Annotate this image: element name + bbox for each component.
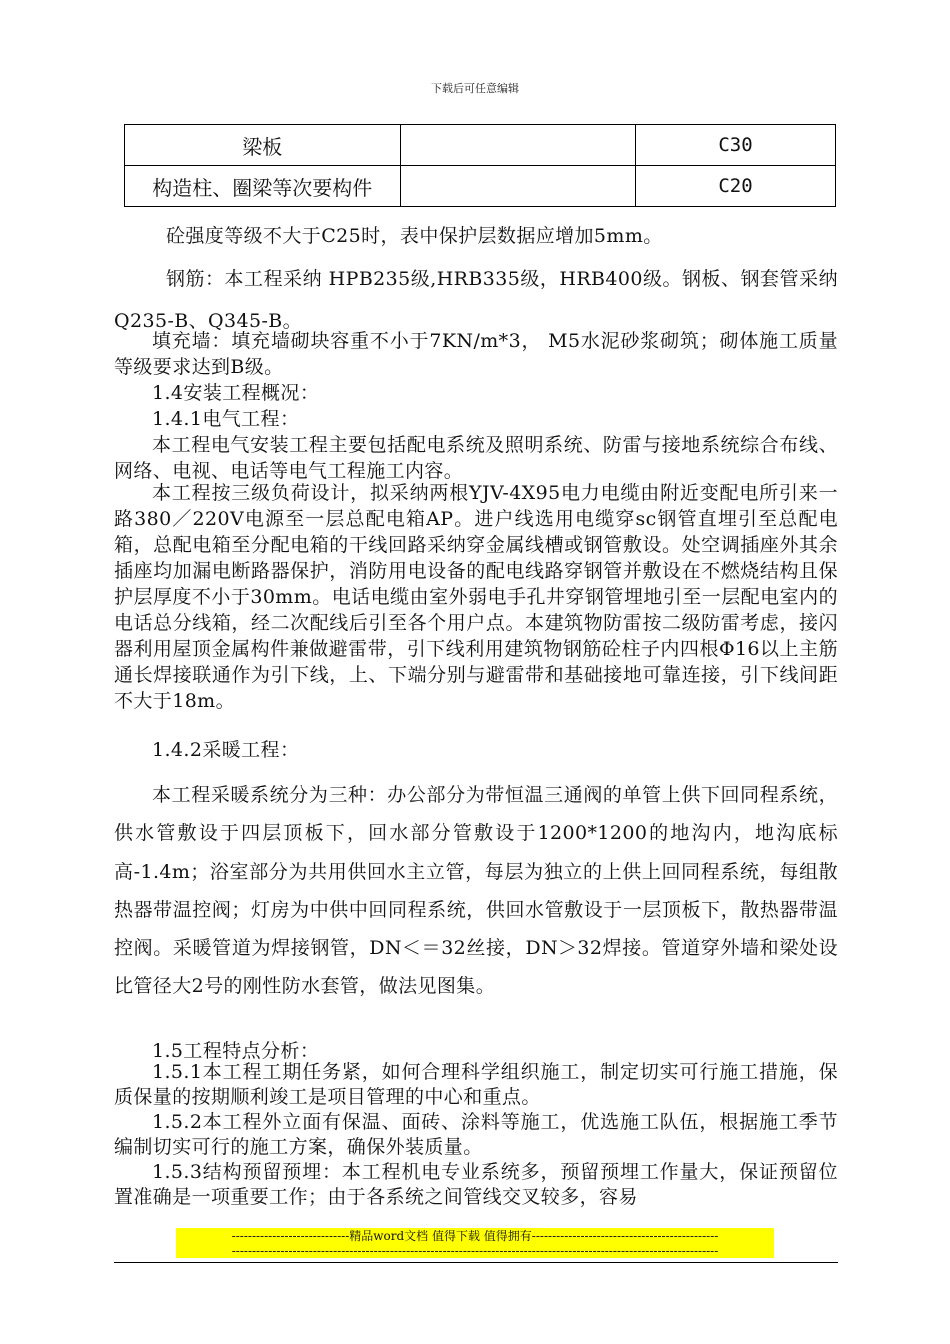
- cover-thickness-table: [124, 124, 836, 207]
- paragraph-1-5-1: 1.5.1本工程工期任务紧，如何合理科学组织施工，制定切实可行施工措施，保质保量的按期顺利竣工是项目管理的中心和重点。: [114, 1061, 838, 1108]
- section-heading-1-4-1: 1.4.1电气工程：: [152, 408, 300, 430]
- paragraph-electrical-scope: 本工程电气安装工程主要包括配电系统及照明系统、防雷与接地系统综合布线、网络、电视、电话等电气工程施工内容。: [114, 434, 838, 482]
- table-cell-grade: C20: [636, 166, 836, 207]
- paragraph-infill-wall: 填充墙：填充墙砌块容重不小于7KN/m*3， M5水泥砂浆砌筑；砌体施工质量等级要求达到B级。: [114, 330, 838, 378]
- section-heading-1-4: 1.4安装工程概况：: [152, 382, 320, 404]
- paragraph-concrete-note: 砼强度等级不大于C25时，表中保护层数据应增加5mm。: [166, 225, 663, 247]
- table-cell-empty: [400, 166, 636, 207]
- paragraph-rebar: 钢筋：本工程采纳 HPB235级,HRB335级，HRB400级。钢板、钢套管采纳Q235-B、Q345-B。: [114, 268, 838, 332]
- paragraph-1-5-2: 1.5.2本工程外立面有保温、面砖、涂料等施工，优选施工队伍，根据施工季节编制切实可行的施工方案，确保外装质量。: [114, 1111, 838, 1158]
- page-header: 下载后可任意编辑: [431, 82, 519, 95]
- table-row: [125, 166, 836, 207]
- section-heading-1-4-2: 1.4.2采暖工程：: [152, 739, 300, 761]
- table-cell-grade: C30: [636, 125, 836, 166]
- footer-watermark-line: -----------------------------精品word文档 值得下载 值得拥有----------------------------------------------: [231, 1229, 719, 1243]
- paragraph-1-5-3: 1.5.3结构预留预埋：本工程机电专业系统多，预留预埋工作量大，保证预留位置准确是一项重要工作；由于各系统之间管线交叉较多，容易: [114, 1161, 838, 1208]
- table-cell-component: 构造柱、圈梁等次要构件: [125, 166, 401, 207]
- table-row: [125, 125, 836, 166]
- section-heading-1-5: 1.5工程特点分析：: [152, 1040, 320, 1062]
- paragraph-electrical-detail: 本工程按三级负荷设计，拟采纳两根YJV-4X95电力电缆由附近变配电所引来一路380／220V电源至一层总配电箱AP。进户线选用电缆穿sc钢管直埋引至总配电箱，总配电箱至分配电箱的干线回路采纳穿金属线槽或钢管敷设。处空调插座外其余插座均加漏电断路器保护，消防用电设备的配电线路穿钢管并敷设在不燃烧结构且保护层厚度不小于30mm。电话电缆由室外弱电手孔井穿钢管埋地引至一层配电室内的电话总分线箱，经二次配线后引至各个用户点。本建筑物防雷按二级防雷考虑，接闪器利用屋顶金属构件兼做避雷带，引下线利用建筑物钢筋砼柱子内四根Φ16以上主筋通长焊接联通作为引下线，上、下端分别与避雷带和基础接地可靠连接，引下线间距不大于18m。: [114, 482, 838, 712]
- table-cell-component: 梁板: [125, 125, 401, 166]
- footer-dash-line: ------------------------------------------------------------------------------------------------------------------------: [231, 1244, 719, 1258]
- footer-divider: [114, 1262, 838, 1263]
- table-cell-empty: [400, 125, 636, 166]
- paragraph-heating-detail: 本工程采暖系统分为三种：办公部分为带恒温三通阀的单管上供下回同程系统，供水管敷设于四层顶板下，回水部分管敷设于1200*1200的地沟内，地沟底标高-1.4m；浴室部分为共用供回水主立管，每层为独立的上供上回同程系统，每组散热器带温控阀；灯房为中供中回同程系统，供回水管敷设于一层顶板下，散热器带温控阀。采暖管道为焊接钢管，DN＜＝32丝接，DN＞32焊接。管道穿外墙和梁处设比管径大2号的刚性防水套管，做法见图集。: [114, 784, 838, 998]
